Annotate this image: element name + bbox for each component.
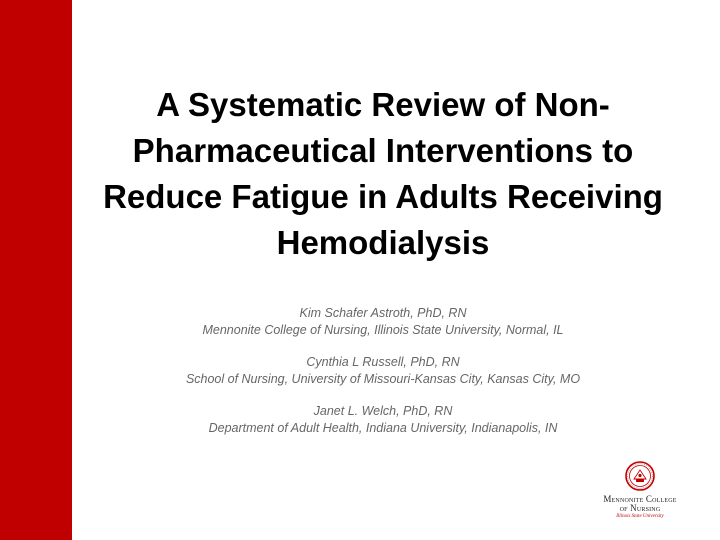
author-name: Janet L. Welch, PhD, RN [313, 404, 453, 418]
author-list [80, 305, 686, 452]
accent-bar [0, 0, 72, 540]
author-block [80, 354, 686, 388]
university-seal-icon [625, 461, 655, 491]
college-logo [598, 461, 682, 520]
logo-text-line1: Mennonite College [603, 494, 677, 504]
slide-title: A Systematic Review of Non-Pharmaceutical Interventions to Reduce Fatigue in Adults Receiving Hemodialysis [103, 86, 663, 261]
author-affiliation: School of Nursing, University of Missouri-Kansas City, Kansas City, MO [185, 372, 581, 386]
logo-text-line3: Illinois State University [616, 514, 664, 519]
author-affiliation: Department of Adult Health, Indiana University, Indianapolis, IN [208, 421, 558, 435]
logo-text-line2: of Nursing [619, 503, 661, 513]
author-block [80, 403, 686, 437]
author-block [80, 305, 686, 339]
author-name: Cynthia L Russell, PhD, RN [306, 355, 460, 369]
author-affiliation: Mennonite College of Nursing, Illinois State University, Normal, IL [202, 323, 564, 337]
author-name: Kim Schafer Astroth, PhD, RN [299, 306, 467, 320]
